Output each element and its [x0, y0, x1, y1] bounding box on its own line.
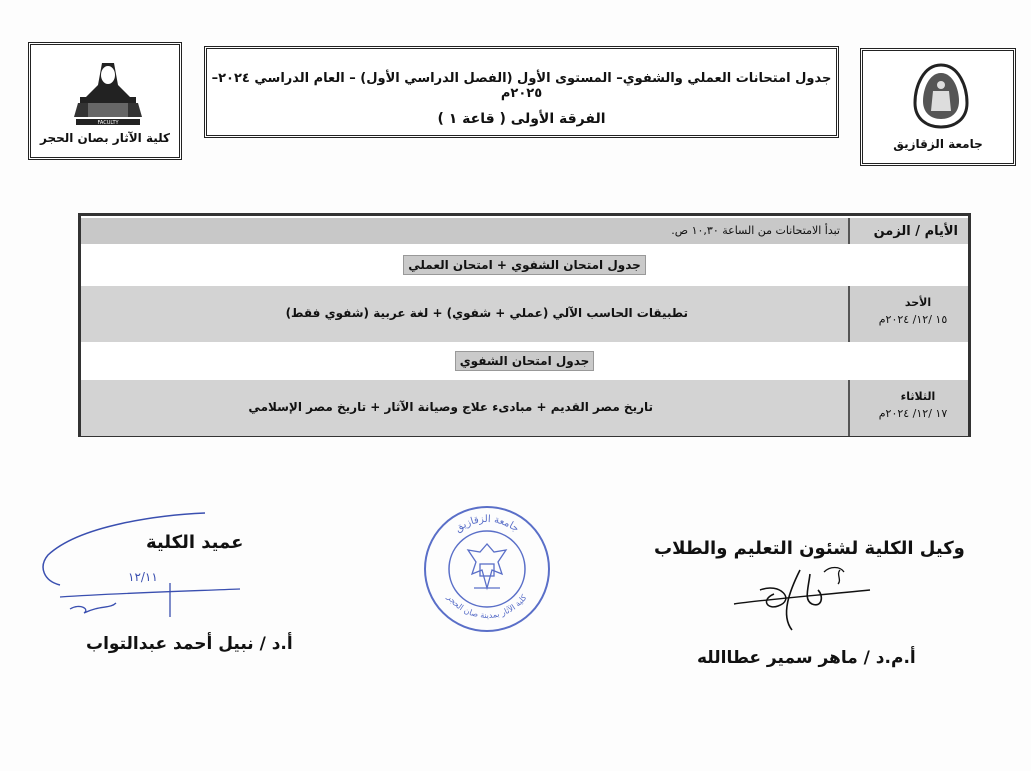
table-row [81, 380, 968, 436]
day-date: ١٥ /١٢/ ٢٠٢٤م [878, 313, 948, 326]
document-title-box [204, 46, 839, 138]
dean-name: أ.د / نبيل أحمد عبدالتواب [86, 634, 293, 654]
section-label-oral: جدول امتحان الشفوي [455, 351, 595, 371]
document-title: جدول امتحانات العملي والشفوي– المستوى الأول (الفصل الدراسي الأول) – العام الدراسي ٢٠٢٤–٢٠٢٥م [211, 71, 832, 101]
university-logo-box [860, 48, 1016, 166]
section-row-oral [81, 344, 968, 378]
stamp-top-text: جامعة الزقازيق [453, 513, 521, 535]
start-time-note: تبدأ الامتحانات من الساعة ١٠,٣٠ ص. [81, 218, 848, 244]
document-subtitle: الفرقة الأولى ( قاعة ١ ) [437, 111, 606, 127]
dean-handwritten-signature [40, 505, 270, 625]
day-name: الثلاثاء [900, 390, 936, 403]
day-name: الأحد [904, 296, 932, 309]
vice-dean-name: أ.م.د / ماهر سمير عطاالله [697, 648, 916, 668]
eagle-emblem-icon [468, 544, 506, 588]
table-header-row [81, 218, 968, 244]
vice-dean-handwritten-signature [720, 560, 880, 640]
subjects-cell [81, 380, 848, 436]
subjects-cell [81, 286, 848, 342]
vice-dean-title: وكيل الكلية لشئون التعليم والطلاب [654, 538, 965, 559]
table-row [81, 286, 968, 342]
exam-schedule-table [78, 213, 971, 437]
day-cell [848, 380, 968, 436]
days-time-header: الأيام / الزمن [848, 218, 968, 244]
svg-text:FACULTY: FACULTY [97, 120, 119, 126]
official-stamp [420, 502, 554, 636]
stamp-bottom-text: كلية الآثار بمدينة صان الحجر [445, 593, 529, 621]
faculty-logo-box [28, 42, 182, 160]
day-date: ١٧ /١٢/ ٢٠٢٤م [878, 407, 948, 420]
university-logo-caption: جامعة الزقازيق [893, 137, 983, 151]
faculty-logo-caption: كلية الآثار بصان الحجر [39, 131, 170, 145]
section-row-oral-practical [81, 246, 968, 284]
subjects-text: تطبيقات الحاسب الآلي (عملي + شفوي) + لغة عربية (شفوي فقط) [285, 306, 688, 320]
subjects-text: تاريخ مصر القديم + مبادىء علاج وصيانة الآثار + تاريخ مصر الإسلامي [248, 400, 653, 414]
university-logo-icon [863, 51, 1019, 169]
dean-title: عميد الكلية [146, 532, 244, 553]
section-label-oral-practical: جدول امتحان الشفوي + امتحان العملي [403, 255, 646, 275]
dean-sign-date: ١٢/١١ [128, 570, 158, 584]
faculty-logo-icon [31, 45, 185, 163]
day-cell [848, 286, 968, 342]
